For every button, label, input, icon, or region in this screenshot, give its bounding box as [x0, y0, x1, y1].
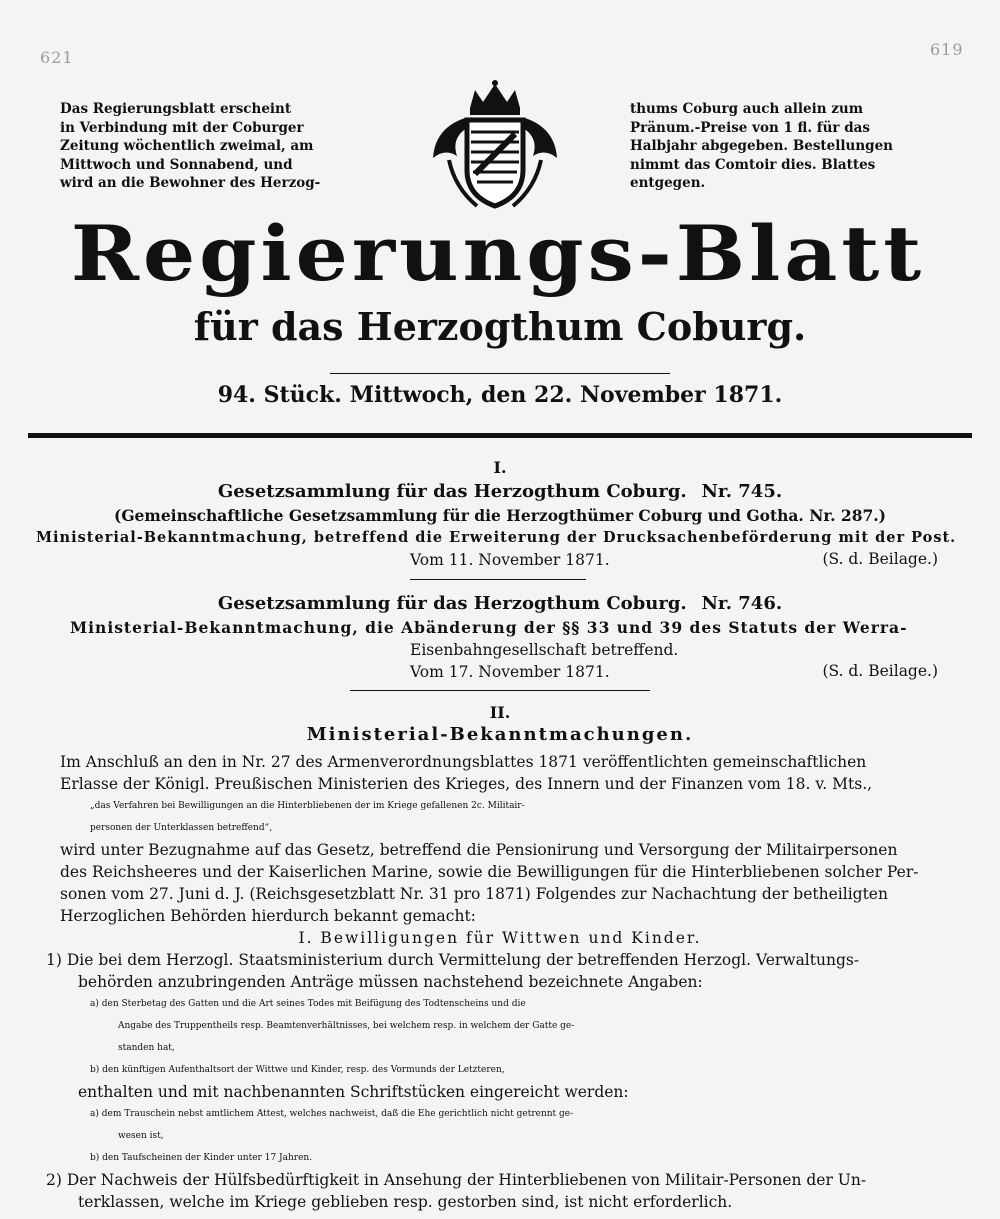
- law-entry-2-date: Vom 17. November 1871.: [410, 663, 610, 681]
- page-number-right: 619: [930, 40, 964, 59]
- divider: [330, 373, 670, 374]
- law-entry-1-date: Vom 11. November 1871.: [410, 551, 610, 569]
- body-line: Angabe des Truppentheils resp. Beamtenverhältnisses, bei welchem resp. in welchem der Gatte ge-: [118, 1021, 575, 1031]
- body-line: a) den Sterbetag des Gatten und die Art seines Todes mit Beifügung des Todtenscheins und die: [90, 999, 526, 1009]
- body-line: enthalten und mit nachbenannten Schriftstücken eingereicht werden:: [78, 1083, 629, 1101]
- masthead-title: Regierungs-Blatt: [70, 209, 926, 299]
- header-right-line: entgegen.: [630, 175, 706, 191]
- header-notice-right: [630, 100, 912, 193]
- page-number-left: 621: [40, 48, 74, 67]
- header-left-line: Zeitung wöchentlich zweimal, am: [60, 138, 314, 154]
- body-line: 2) Der Nachweis der Hülfsbedürftigkeit in Ansehung der Hinterbliebenen von Militair-Personen der Un-: [46, 1171, 867, 1189]
- law-number: Nr. 745.: [701, 481, 783, 502]
- issue-line: 94. Stück. Mittwoch, den 22. November 1871.: [217, 382, 783, 408]
- body-line: terklassen, welche im Kriege geblieben resp. gestorben sind, ist nicht erforderlich.: [78, 1193, 733, 1211]
- header-right-line: Halbjahr abgegeben. Bestellungen: [630, 138, 893, 154]
- body-line: personen der Unterklassen betreffend“,: [90, 823, 273, 833]
- body-line: Erlasse der Königl. Preußischen Ministerien des Krieges, des Innern und der Finanzen vom 18. v. Mts.,: [60, 775, 873, 793]
- header-notice-left: [60, 100, 390, 193]
- law-entry-2-desc-2: Eisenbahngesellschaft betreffend.: [410, 641, 679, 659]
- body-line: sonen vom 27. Juni d. J. (Reichsgesetzblatt Nr. 31 pro 1871) Folgendes zur Nachachtung der betheiligten: [60, 885, 888, 903]
- masthead-subtitle: für das Herzogthum Coburg.: [193, 304, 807, 349]
- law-entry-2-note: (S. d. Beilage.): [822, 662, 938, 680]
- header-left-line: Das Regierungsblatt erscheint: [60, 101, 292, 117]
- body-line: Herzoglichen Behörden hierdurch bekannt gemacht:: [60, 907, 476, 925]
- body-line: standen hat,: [118, 1043, 175, 1053]
- section-2-heading: Ministerial-Bekanntmachungen.: [306, 724, 694, 745]
- law-entry-1-joint: (Gemeinschaftliche Gesetzsammlung für die Herzogthümer Coburg und Gotha. Nr. 287.): [113, 506, 887, 525]
- section-numeral-2: II.: [489, 703, 511, 722]
- body-line: behörden anzubringenden Anträge müssen nachstehend bezeichnete Angaben:: [78, 973, 703, 991]
- body-line: a) dem Trauschein nebst amtlichem Attest, welches nachweist, daß die Ehe gerichtlich nicht getrennt ge-: [90, 1109, 574, 1119]
- divider: [350, 690, 650, 691]
- header-right-line: Pränum.-Preise von 1 fl. für das: [630, 119, 870, 136]
- body-line: b) den künftigen Aufenthaltsort der Wittwe und Kinder, resp. des Vormunds der Letzteren,: [90, 1065, 505, 1075]
- law-entry-2-title: [60, 594, 940, 614]
- divider-heavy: [28, 433, 972, 438]
- law-title: Gesetzsammlung für das Herzogthum Coburg.: [217, 481, 687, 502]
- divider: [410, 579, 586, 580]
- header-left-line: in Verbindung mit der Coburger: [60, 119, 304, 136]
- law-entry-1-desc: Ministerial-Bekanntmachung, betreffend die Erweiterung der Drucksachenbeförderung mit der Post.: [36, 529, 957, 546]
- body-line: wird unter Bezugnahme auf das Gesetz, betreffend die Pensionirung und Versorgung der Militairpersonen: [60, 841, 898, 859]
- header-left-line: Mittwoch und Sonnabend, und: [60, 156, 293, 173]
- law-title: Gesetzsammlung für das Herzogthum Coburg.: [217, 593, 687, 614]
- header-left-line: wird an die Bewohner des Herzog-: [60, 175, 321, 191]
- section-numeral-1: I.: [493, 458, 507, 477]
- law-entry-2-desc-1: Ministerial-Bekanntmachung, die Abänderung der §§ 33 und 39 des Statuts der Werra-: [70, 618, 908, 637]
- header-right-line: nimmt das Comtoir dies. Blattes: [630, 156, 876, 173]
- body-line: des Reichsheeres und der Kaiserlichen Marine, sowie die Bewilligungen für die Hinterbliebenen solcher Per-: [60, 863, 919, 881]
- body-line: b) den Taufscheinen der Kinder unter 17 Jahren.: [90, 1153, 313, 1163]
- law-number: Nr. 746.: [701, 593, 783, 614]
- header-right-line: thums Coburg auch allein zum: [630, 101, 864, 117]
- body-line: Im Anschluß an den in Nr. 27 des Armenverordnungsblattes 1871 veröffentlichten gemeinschaftlichen: [60, 753, 867, 771]
- coat-of-arms-icon: [415, 78, 575, 218]
- body-line: „das Verfahren bei Bewilligungen an die Hinterbliebenen der im Kriege gefallenen 2c. Militair-: [90, 801, 525, 811]
- law-entry-1-note: (S. d. Beilage.): [822, 550, 938, 568]
- body-line: 1) Die bei dem Herzogl. Staatsministerium durch Vermittelung der betreffenden Herzogl. Verwaltungs-: [46, 951, 860, 969]
- subsection-heading: I. Bewilligungen für Wittwen und Kinder.: [298, 929, 702, 947]
- law-entry-1-title: [60, 482, 940, 502]
- body-line: wesen ist,: [118, 1131, 164, 1141]
